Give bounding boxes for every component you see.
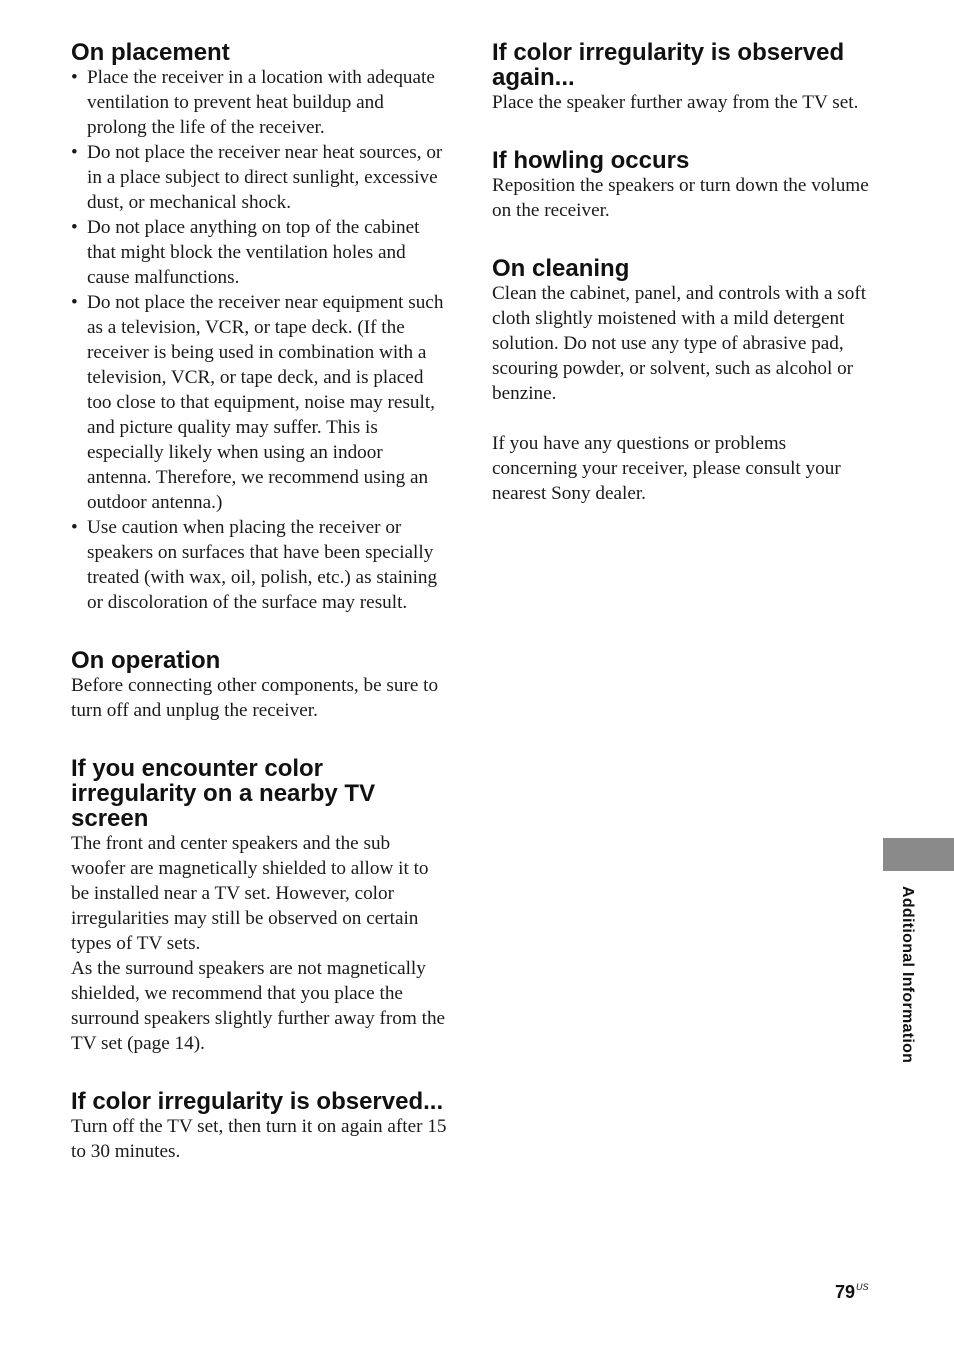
page-number bbox=[835, 1282, 869, 1303]
operation-heading: On operation bbox=[71, 647, 221, 674]
color-irregularity-body-1: The front and center speakers and the sub woofer are magnetically shielded to allow it to be installed near a TV set. However, color irregularities may still be observed on certain types of TV sets. bbox=[71, 833, 429, 954]
list-item: • Place the receiver in a location with adequate ventilation to prevent heat buildup and prolong the life of the receiver. bbox=[71, 65, 447, 140]
observed-body: Turn off the TV set, then turn it on again after 15 to 30 minutes. bbox=[71, 1116, 447, 1162]
placement-list bbox=[71, 65, 447, 615]
color-irregularity-heading: If you encounter color irregularity on a nearby TV screen bbox=[71, 755, 376, 832]
list-item: • Use caution when placing the receiver or speakers on surfaces that have been specially treated (with wax, oil, polish, etc.) as staining or discoloration of the surface may result. bbox=[71, 515, 447, 615]
list-item: • Do not place anything on top of the cabinet that might block the ventilation holes and cause malfunctions. bbox=[71, 215, 447, 290]
observed-again-heading: If color irregularity is observed again... bbox=[492, 39, 845, 91]
placement-heading: On placement bbox=[71, 39, 230, 66]
howling-body: Reposition the speakers or turn down the volume on the receiver. bbox=[492, 175, 869, 221]
observed-again-section bbox=[492, 40, 872, 115]
cleaning-heading: On cleaning bbox=[492, 255, 630, 282]
right-column bbox=[492, 40, 872, 539]
observed-heading: If color irregularity is observed... bbox=[71, 1088, 444, 1115]
section-tab-marker bbox=[883, 838, 954, 871]
observed-section bbox=[71, 1089, 447, 1164]
color-irregularity-section bbox=[71, 756, 447, 1056]
operation-section bbox=[71, 648, 447, 723]
observed-again-body: Place the speaker further away from the TV set. bbox=[492, 92, 859, 113]
page-number-value: 79 bbox=[835, 1282, 856, 1302]
operation-body: Before connecting other components, be sure to turn off and unplug the receiver. bbox=[71, 675, 439, 721]
list-item: • Do not place the receiver near heat sources, or in a place subject to direct sunlight, excessive dust, or mechanical shock. bbox=[71, 140, 447, 215]
cleaning-body: Clean the cabinet, panel, and controls with a soft cloth slightly moistened with a mild detergent solution. Do not use any type of abrasive pad, scouring powder, or solvent, such as alcohol or benzine. bbox=[492, 283, 867, 404]
section-tab-label: Additional Information bbox=[899, 886, 916, 1064]
left-column bbox=[71, 40, 447, 1197]
color-irregularity-body-2: As the surround speakers are not magnetically shielded, we recommend that you place the surround speakers slightly further away from the TV set (page 14). bbox=[71, 958, 446, 1054]
howling-heading: If howling occurs bbox=[492, 147, 690, 174]
page-region-code: US bbox=[856, 1282, 869, 1292]
cleaning-closing: If you have any questions or problems concerning your receiver, please consult your nearest Sony dealer. bbox=[492, 433, 841, 504]
howling-section bbox=[492, 148, 872, 223]
list-item: • Do not place the receiver near equipment such as a television, VCR, or tape deck. (If the receiver is being used in combination with a television, VCR, or tape deck, and is placed too close to that equipment, noise may result, and picture quality may suffer. This is especially likely when using an indoor antenna. Therefore, we recommend using an outdoor antenna.) bbox=[71, 290, 447, 515]
placement-section bbox=[71, 40, 447, 615]
cleaning-section bbox=[492, 256, 872, 506]
